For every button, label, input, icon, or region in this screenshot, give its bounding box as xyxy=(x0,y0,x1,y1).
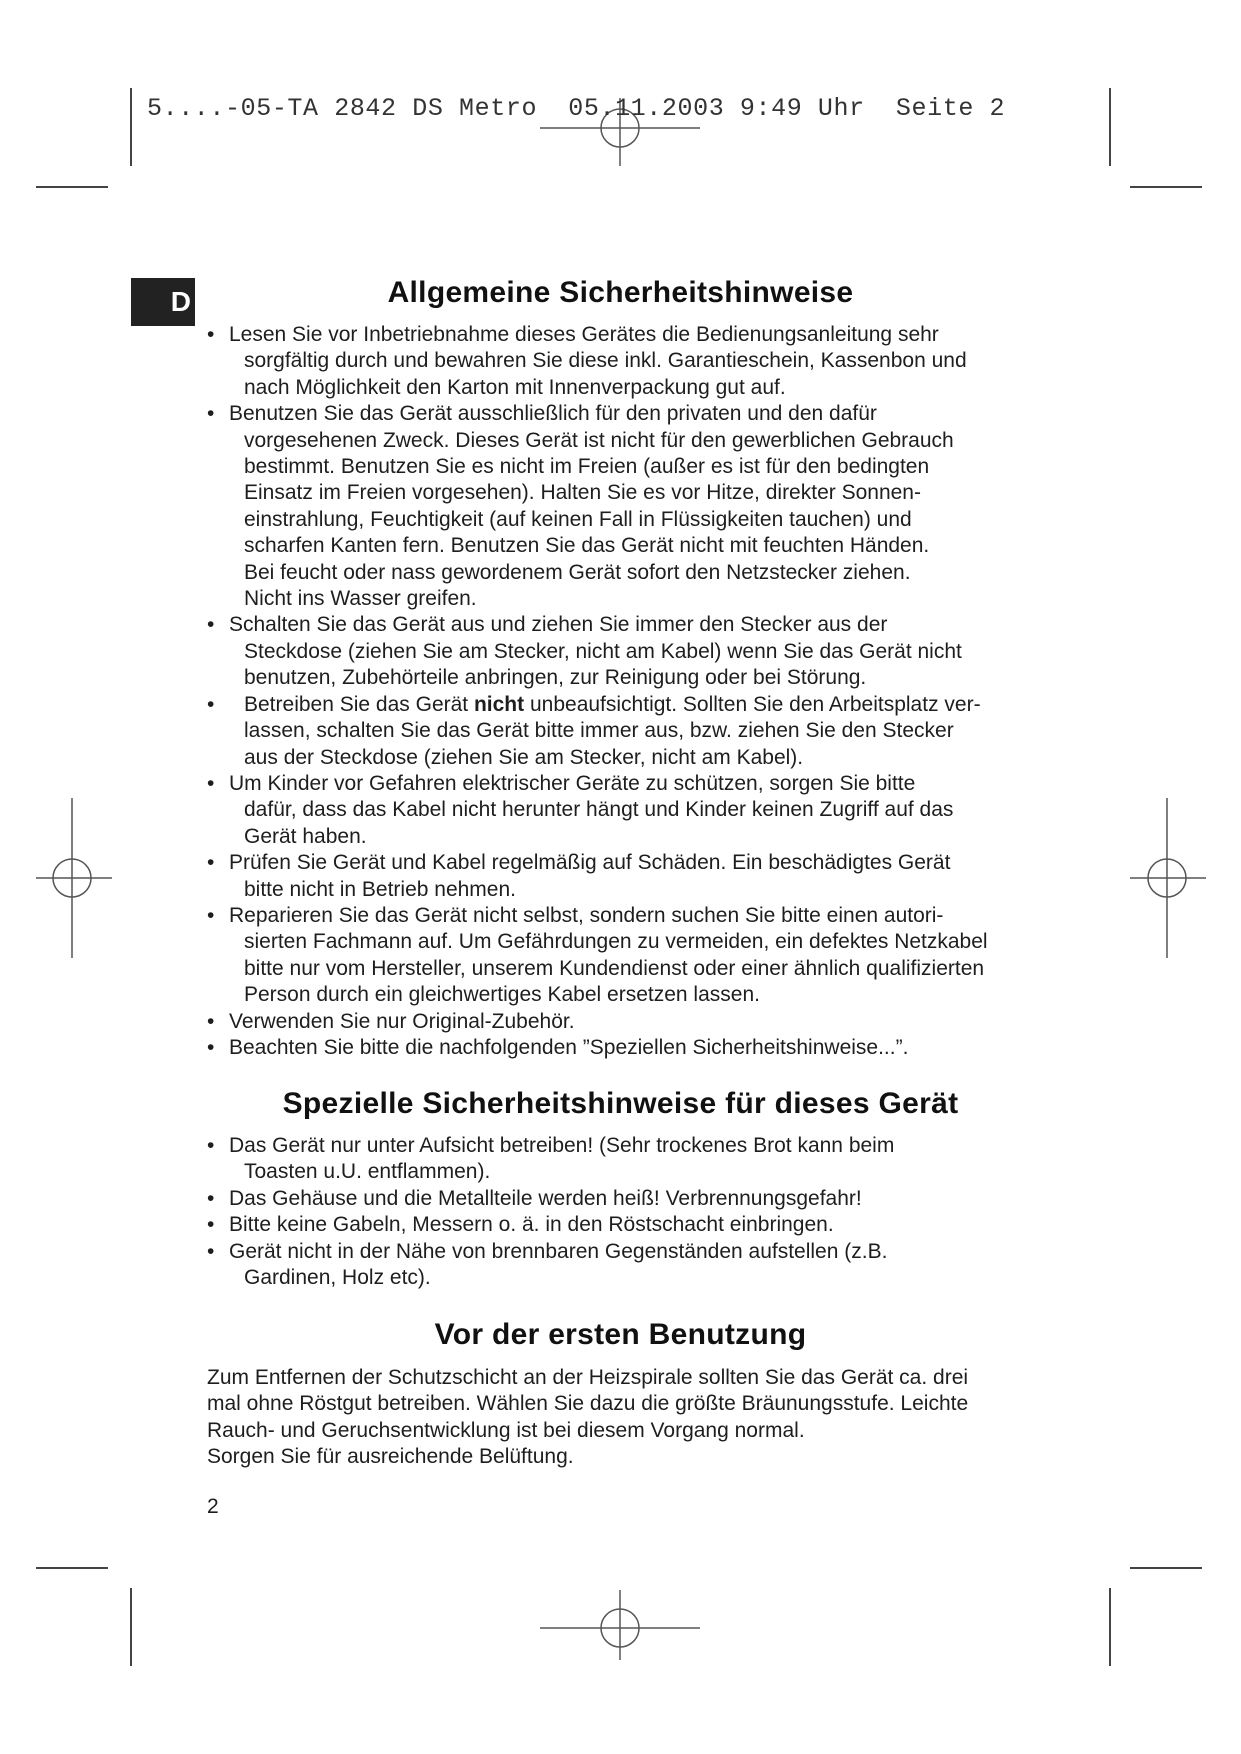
bullet-icon: • xyxy=(207,1134,215,1157)
list-item-first-line: Um Kinder vor Gefahren elektrischer Geräte zu schützen, sorgen Sie bitte xyxy=(229,771,916,795)
bullet-icon: • xyxy=(207,692,215,716)
list-item-line: Gardinen, Holz etc). xyxy=(244,1266,431,1290)
text-span: unbeaufsichtigt. Sollten Sie den Arbeitsplatz ver- xyxy=(524,692,981,716)
list-item-line: Bei feucht oder nass gewordenem Gerät sofort den Netzstecker ziehen. xyxy=(244,560,911,584)
bullet-icon: • xyxy=(207,402,215,426)
list-item-line: lassen, schalten Sie das Gerät bitte immer aus, bzw. ziehen Sie den Stecker xyxy=(244,719,954,743)
emphasis-text: nicht xyxy=(473,692,525,716)
crop-mark xyxy=(1130,186,1202,188)
list-item-first-line: Lesen Sie vor Inbetriebnahme dieses Gerätes die Bedienungsanleitung sehr xyxy=(229,323,939,346)
paragraph-line: Zum Entfernen der Schutzschicht an der Heizspirale sollten Sie das Gerät ca. drei xyxy=(207,1366,969,1389)
bullet-icon: • xyxy=(207,1239,215,1263)
section-title-special-safety: Spezielle Sicherheitshinweise für dieses Gerät xyxy=(282,1087,959,1120)
paragraph-line: mal ohne Röstgut betreiben. Wählen Sie dazu die größte Bräunungsstufe. Leichte xyxy=(207,1392,969,1416)
list-item-first-line: Reparieren Sie das Gerät nicht selbst, sondern suchen Sie bitte einen autori- xyxy=(229,903,944,927)
list-item-first-line: Beachten Sie bitte die nachfolgenden ”Speziellen Sicherheitshinweise...”. xyxy=(229,1035,909,1059)
list-item-first-line: Prüfen Sie Gerät und Kabel regelmäßig auf Schäden. Ein beschädigtes Gerät xyxy=(229,851,951,875)
list-item xyxy=(207,1009,1077,1035)
list-item xyxy=(207,1186,1077,1212)
registration-mark-right xyxy=(1130,798,1206,958)
bullet-icon: • xyxy=(207,1035,215,1059)
bullet-icon: • xyxy=(207,851,215,875)
section-title-first-use: Vor der ersten Benutzung xyxy=(434,1318,807,1351)
general-safety-list xyxy=(207,322,1077,1061)
bullet-icon: • xyxy=(207,1009,215,1033)
list-item-line: sierten Fachmann auf. Um Gefährdungen zu vermeiden, ein defektes Netzkabel xyxy=(244,930,988,954)
bullet-icon: • xyxy=(207,903,215,927)
list-item-first-line: Schalten Sie das Gerät aus und ziehen Sie immer den Stecker aus der xyxy=(229,613,888,637)
list-item xyxy=(207,322,1077,401)
page-number: 2 xyxy=(207,1495,219,1518)
bullet-icon: • xyxy=(207,1186,215,1210)
bullet-icon: • xyxy=(207,771,215,795)
list-item-line: aus der Steckdose (ziehen Sie am Stecker, nicht am Kabel). xyxy=(244,745,804,769)
crop-mark xyxy=(36,186,108,188)
text-span: Betreiben Sie das Gerät xyxy=(244,692,474,716)
list-item xyxy=(207,612,1077,691)
bullet-icon: • xyxy=(207,1213,215,1237)
special-safety-list xyxy=(207,1133,1077,1291)
list-item-line: bitte nicht in Betrieb nehmen. xyxy=(244,877,516,901)
list-item xyxy=(207,401,1077,612)
list-item-first-line: Das Gerät nur unter Aufsicht betreiben! (Sehr trockenes Brot kann beim xyxy=(229,1134,895,1157)
bullet-icon: • xyxy=(207,323,215,346)
list-item xyxy=(207,1212,1077,1238)
list-item-first-line: Gerät nicht in der Nähe von brennbaren Gegenständen aufstellen (z.B. xyxy=(229,1239,888,1263)
list-item xyxy=(207,692,1077,771)
list-item-line: einstrahlung, Feuchtigkeit (auf keinen Fall in Flüssigkeiten tauchen) und xyxy=(244,507,912,531)
list-item-first-line: Das Gehäuse und die Metallteile werden heiß! Verbrennungsgefahr! xyxy=(229,1186,862,1210)
list-item-line: vorgesehenen Zweck. Dieses Gerät ist nicht für den gewerblichen Gebrauch xyxy=(244,428,954,452)
list-item-line: benutzen, Zubehörteile anbringen, zur Reinigung oder bei Störung. xyxy=(244,666,867,690)
bullet-icon: • xyxy=(207,613,215,637)
list-item-line: scharfen Kanten fern. Benutzen Sie das Gerät nicht mit feuchten Händen. xyxy=(244,534,930,558)
list-item-first-line: Bitte keine Gabeln, Messern o. ä. in den Röstschacht einbringen. xyxy=(229,1213,834,1237)
list-item-first-line: Verwenden Sie nur Original-Zubehör. xyxy=(229,1009,575,1033)
list-item-line: nach Möglichkeit den Karton mit Innenverpackung gut auf. xyxy=(244,375,786,399)
list-item xyxy=(207,1035,1077,1061)
list-item-first-line xyxy=(244,692,1077,718)
list-item xyxy=(207,850,1077,903)
list-item xyxy=(207,1239,1077,1292)
list-item-line: Nicht ins Wasser greifen. xyxy=(244,587,477,611)
paragraph-line: Sorgen Sie für ausreichende Belüftung. xyxy=(207,1445,574,1469)
list-item xyxy=(207,903,1077,1009)
list-item-line: Person durch ein gleichwertiges Kabel ersetzen lassen. xyxy=(244,983,760,1007)
list-item-line: dafür, dass das Kabel nicht herunter hängt und Kinder keinen Zugriff auf das xyxy=(244,798,954,822)
list-item xyxy=(207,1133,1077,1186)
list-item-line: bitte nur vom Hersteller, unserem Kundendienst oder einer ähnlich qualifizierten xyxy=(244,956,985,980)
list-item-line: Einsatz im Freien vorgesehen). Halten Sie es vor Hitze, direkter Sonnen- xyxy=(244,481,921,505)
registration-mark-left xyxy=(36,798,112,958)
registration-mark-bottom xyxy=(540,1590,700,1660)
first-use-paragraph xyxy=(207,1365,1077,1471)
list-item-line: Gerät haben. xyxy=(244,824,367,848)
paragraph-line: Rauch- und Geruchsentwicklung ist bei diesem Vorgang normal. xyxy=(207,1418,805,1442)
crop-mark xyxy=(1130,1567,1202,1569)
print-slug: 5....-05-TA 2842 DS Metro 05.11.2003 9:49 Uhr Seite 2 xyxy=(147,94,1006,123)
section-title-general-safety: Allgemeine Sicherheitshinweise xyxy=(387,276,854,309)
list-item-line: sorgfältig durch und bewahren Sie diese inkl. Garantieschein, Kassenbon und xyxy=(244,349,967,373)
list-item-first-line: Benutzen Sie das Gerät ausschließlich für den privaten und den dafür xyxy=(229,402,877,426)
crop-mark xyxy=(1109,1588,1111,1666)
crop-mark xyxy=(1109,88,1111,166)
crop-mark xyxy=(130,88,132,166)
language-tab: D xyxy=(131,278,195,326)
list-item-line: bestimmt. Benutzen Sie es nicht im Freien (außer es ist für den bedingten xyxy=(244,455,930,479)
list-item-line: Steckdose (ziehen Sie am Stecker, nicht am Kabel) wenn Sie das Gerät nicht xyxy=(244,639,962,663)
crop-mark xyxy=(130,1588,132,1666)
crop-mark xyxy=(36,1567,108,1569)
list-item-line: Toasten u.U. entflammen). xyxy=(244,1160,491,1184)
list-item xyxy=(207,771,1077,850)
